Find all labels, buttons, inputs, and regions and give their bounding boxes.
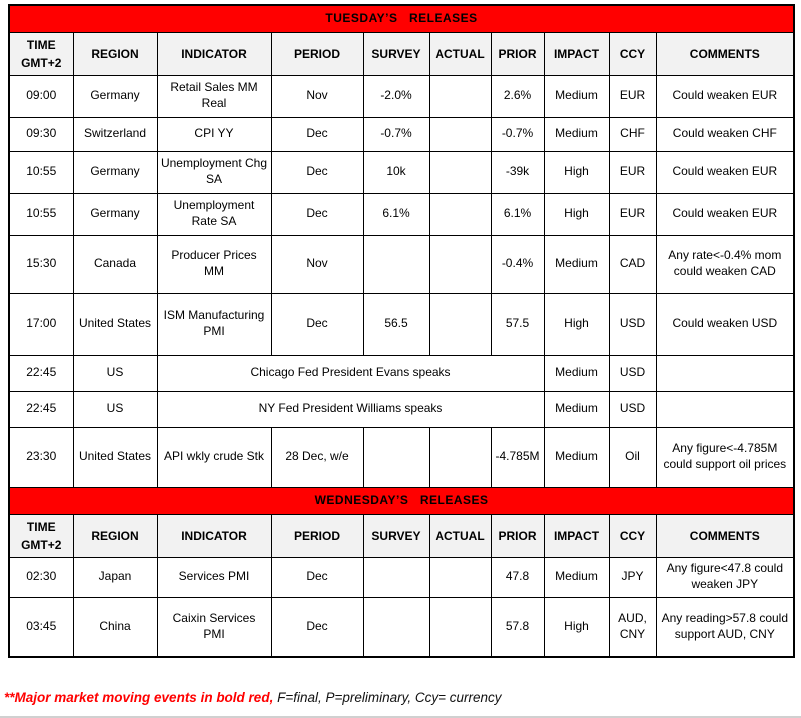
cell-comments xyxy=(656,355,794,391)
cell-time: 02:30 xyxy=(9,557,73,597)
cell-time: 10:55 xyxy=(9,193,73,235)
cell-comments xyxy=(656,391,794,427)
cell-time: 22:45 xyxy=(9,355,73,391)
cell-region: China xyxy=(73,597,157,657)
cell-indicator: Services PMI xyxy=(157,557,271,597)
column-header-row xyxy=(9,32,794,75)
release-row xyxy=(9,235,794,293)
cell-comments: Any rate<-0.4% mom could weaken CAD xyxy=(656,235,794,293)
cell-survey xyxy=(363,597,429,657)
col-header-comments: COMMENTS xyxy=(656,32,794,75)
cell-prior: 47.8 xyxy=(491,557,544,597)
cell-indicator: CPI YY xyxy=(157,117,271,151)
cell-time: 17:00 xyxy=(9,293,73,355)
cell-comments: Any figure<47.8 could weaken JPY xyxy=(656,557,794,597)
col-header-ccy: CCY xyxy=(609,514,656,557)
cell-actual xyxy=(429,117,491,151)
cell-ccy: CHF xyxy=(609,117,656,151)
col-header-actual: ACTUAL xyxy=(429,32,491,75)
col-header-prior: PRIOR xyxy=(491,514,544,557)
cell-region: Switzerland xyxy=(73,117,157,151)
cell-period: Dec xyxy=(271,117,363,151)
cell-comments: Could weaken EUR xyxy=(656,151,794,193)
cell-prior: -0.7% xyxy=(491,117,544,151)
cell-region: Japan xyxy=(73,557,157,597)
cell-region: US xyxy=(73,391,157,427)
cell-region: US xyxy=(73,355,157,391)
cell-impact: High xyxy=(544,597,609,657)
cell-survey xyxy=(363,557,429,597)
cell-survey: 56.5 xyxy=(363,293,429,355)
release-row xyxy=(9,427,794,487)
cell-survey: 6.1% xyxy=(363,193,429,235)
cell-survey: 10k xyxy=(363,151,429,193)
cell-survey: -2.0% xyxy=(363,75,429,117)
speaker-row xyxy=(9,355,794,391)
col-header-time: TIME GMT+2 xyxy=(9,32,73,75)
release-row xyxy=(9,75,794,117)
release-row xyxy=(9,193,794,235)
col-header-actual: ACTUAL xyxy=(429,514,491,557)
cell-region: Canada xyxy=(73,235,157,293)
cell-period: 28 Dec, w/e xyxy=(271,427,363,487)
cell-time: 15:30 xyxy=(9,235,73,293)
cell-indicator: API wkly crude Stk xyxy=(157,427,271,487)
cell-prior: -4.785M xyxy=(491,427,544,487)
col-header-region: REGION xyxy=(73,32,157,75)
cell-time: 03:45 xyxy=(9,597,73,657)
cell-ccy: USD xyxy=(609,293,656,355)
cell-impact: Medium xyxy=(544,391,609,427)
release-row xyxy=(9,151,794,193)
cell-impact: Medium xyxy=(544,557,609,597)
cell-indicator: Caixin Services PMI xyxy=(157,597,271,657)
col-header-indicator: INDICATOR xyxy=(157,514,271,557)
section-title: WEDNESDAY’S RELEASES xyxy=(9,487,794,514)
cell-ccy: Oil xyxy=(609,427,656,487)
cell-event: Chicago Fed President Evans speaks xyxy=(157,355,544,391)
cell-period: Nov xyxy=(271,75,363,117)
cell-impact: Medium xyxy=(544,427,609,487)
release-row xyxy=(9,293,794,355)
cell-impact: Medium xyxy=(544,235,609,293)
col-header-period: PERIOD xyxy=(271,32,363,75)
col-header-ccy: CCY xyxy=(609,32,656,75)
cell-actual xyxy=(429,75,491,117)
cell-actual xyxy=(429,557,491,597)
cell-ccy: EUR xyxy=(609,193,656,235)
cell-prior: -39k xyxy=(491,151,544,193)
cell-actual xyxy=(429,427,491,487)
cell-comments: Could weaken USD xyxy=(656,293,794,355)
cell-survey: -0.7% xyxy=(363,117,429,151)
cell-actual xyxy=(429,193,491,235)
cell-period: Dec xyxy=(271,293,363,355)
col-header-prior: PRIOR xyxy=(491,32,544,75)
col-header-survey: SURVEY xyxy=(363,514,429,557)
col-header-time: TIME GMT+2 xyxy=(9,514,73,557)
release-row xyxy=(9,557,794,597)
cell-prior: 57.5 xyxy=(491,293,544,355)
cell-time: 23:30 xyxy=(9,427,73,487)
section-banner-tuesday xyxy=(9,5,794,32)
cell-comments: Could weaken EUR xyxy=(656,75,794,117)
cell-region: Germany xyxy=(73,193,157,235)
speaker-row xyxy=(9,391,794,427)
cell-ccy: EUR xyxy=(609,75,656,117)
cell-impact: Medium xyxy=(544,117,609,151)
cell-survey xyxy=(363,235,429,293)
cell-actual xyxy=(429,235,491,293)
cell-impact: Medium xyxy=(544,355,609,391)
cell-region: United States xyxy=(73,293,157,355)
col-header-comments: COMMENTS xyxy=(656,514,794,557)
cell-comments: Could weaken EUR xyxy=(656,193,794,235)
cell-ccy: EUR xyxy=(609,151,656,193)
cell-impact: High xyxy=(544,193,609,235)
cell-region: Germany xyxy=(73,75,157,117)
section-banner-wednesday xyxy=(9,487,794,514)
cell-impact: Medium xyxy=(544,75,609,117)
cell-ccy: CAD xyxy=(609,235,656,293)
cell-ccy: USD xyxy=(609,391,656,427)
cell-prior: 2.6% xyxy=(491,75,544,117)
cell-prior: -0.4% xyxy=(491,235,544,293)
release-row xyxy=(9,597,794,657)
economic-calendar xyxy=(8,4,795,658)
cell-event: NY Fed President Williams speaks xyxy=(157,391,544,427)
cell-time: 09:00 xyxy=(9,75,73,117)
cell-actual xyxy=(429,293,491,355)
cell-ccy: JPY xyxy=(609,557,656,597)
cell-ccy: USD xyxy=(609,355,656,391)
cell-indicator: Producer Prices MM xyxy=(157,235,271,293)
cell-survey xyxy=(363,427,429,487)
cell-indicator: Retail Sales MM Real xyxy=(157,75,271,117)
cell-period: Dec xyxy=(271,151,363,193)
col-header-period: PERIOD xyxy=(271,514,363,557)
cell-indicator: Unemployment Rate SA xyxy=(157,193,271,235)
cell-prior: 6.1% xyxy=(491,193,544,235)
cell-region: Germany xyxy=(73,151,157,193)
cell-indicator: Unemployment Chg SA xyxy=(157,151,271,193)
col-header-region: REGION xyxy=(73,514,157,557)
cell-prior: 57.8 xyxy=(491,597,544,657)
cell-impact: High xyxy=(544,151,609,193)
col-header-impact: IMPACT xyxy=(544,514,609,557)
footnote-legend: F=final, P=preliminary, Ccy= currency xyxy=(273,690,502,705)
releases-table xyxy=(8,4,795,658)
cell-period: Dec xyxy=(271,557,363,597)
cell-time: 10:55 xyxy=(9,151,73,193)
col-header-survey: SURVEY xyxy=(363,32,429,75)
col-header-indicator: INDICATOR xyxy=(157,32,271,75)
cell-ccy: AUD, CNY xyxy=(609,597,656,657)
footnote xyxy=(4,690,797,705)
cell-impact: High xyxy=(544,293,609,355)
cell-comments: Any figure<-4.785M could support oil prices xyxy=(656,427,794,487)
cell-actual xyxy=(429,151,491,193)
column-header-row xyxy=(9,514,794,557)
cell-time: 09:30 xyxy=(9,117,73,151)
cell-comments: Any reading>57.8 could support AUD, CNY xyxy=(656,597,794,657)
cell-region: United States xyxy=(73,427,157,487)
cell-period: Dec xyxy=(271,193,363,235)
cell-period: Nov xyxy=(271,235,363,293)
section-title: TUESDAY’S RELEASES xyxy=(9,5,794,32)
col-header-impact: IMPACT xyxy=(544,32,609,75)
cell-comments: Could weaken CHF xyxy=(656,117,794,151)
cell-indicator: ISM Manufacturing PMI xyxy=(157,293,271,355)
cell-actual xyxy=(429,597,491,657)
footnote-highlight: **Major market moving events in bold red, xyxy=(4,690,274,705)
release-row xyxy=(9,117,794,151)
cell-time: 22:45 xyxy=(9,391,73,427)
cell-period: Dec xyxy=(271,597,363,657)
